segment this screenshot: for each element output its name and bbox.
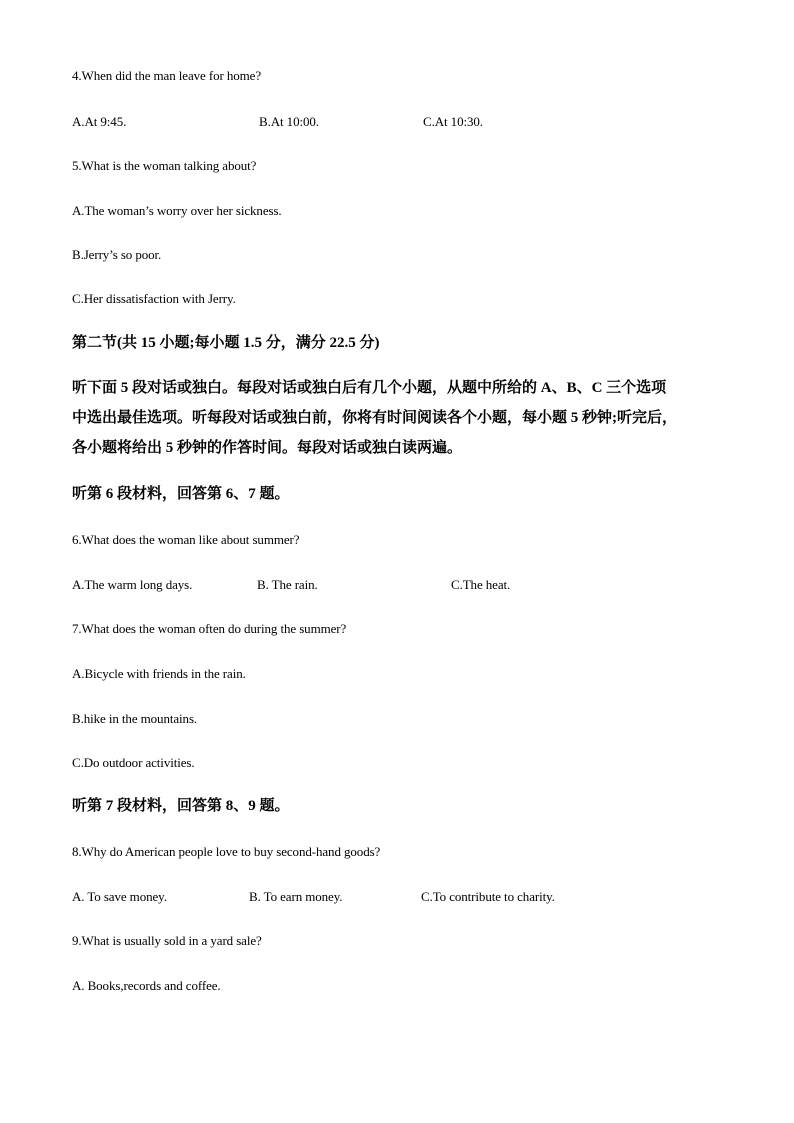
question-5-option-c: C.Her dissatisfaction with Jerry. (72, 291, 236, 306)
question-5: 5.What is the woman talking about? (72, 158, 257, 173)
question-6: 6.What does the woman like about summer? (72, 532, 300, 547)
question-9-option-a: A. Books,records and coffee. (72, 978, 221, 993)
section-2-title: 第二节(共 15 小题;每小题 1.5 分，满分 22.5 分) (72, 335, 380, 351)
section-2-instructions-line-1: 听下面 5 段对话或独白。每段对话或独白后有几个小题，从题中所给的 A、B、C 三个选项 (72, 380, 667, 396)
question-8: 8.Why do American people love to buy second-hand goods? (72, 844, 381, 859)
section-2-instructions-line-3: 各小题将给出 5 秒钟的作答时间。每段对话或独白读两遍。 (72, 440, 463, 456)
material-7-heading: 听第 7 段材料，回答第 8、9 题。 (72, 798, 290, 814)
question-4-option-c: C.At 10:30. (423, 114, 483, 129)
question-9: 9.What is usually sold in a yard sale? (72, 933, 262, 948)
question-6-option-b: B. The rain. (257, 577, 318, 592)
question-7-option-b: B.hike in the mountains. (72, 711, 198, 726)
question-8-option-b: B. To earn money. (249, 889, 343, 904)
question-6-option-a: A.The warm long days. (72, 577, 193, 592)
question-7: 7.What does the woman often do during the summer? (72, 621, 347, 636)
question-4-option-a: A.At 9:45. (72, 114, 127, 129)
section-2-instructions-line-2: 中选出最佳选项。听每段对话或独白前，你将有时间阅读各个小题，每小题 5 秒钟;听完后， (72, 410, 677, 426)
question-7-option-a: A.Bicycle with friends in the rain. (72, 666, 246, 681)
question-5-option-b: B.Jerry’s so poor. (72, 247, 162, 262)
material-6-heading: 听第 6 段材料，回答第 6、7 题。 (72, 486, 290, 502)
question-6-option-c: C.The heat. (451, 577, 511, 592)
question-8-option-c: C.To contribute to charity. (421, 889, 555, 904)
question-8-option-a: A. To save money. (72, 889, 167, 904)
question-5-option-a: A.The woman’s worry over her sickness. (72, 203, 282, 218)
question-4: 4.When did the man leave for home? (72, 68, 261, 83)
question-4-option-b: B.At 10:00. (259, 114, 319, 129)
question-7-option-c: C.Do outdoor activities. (72, 755, 195, 770)
